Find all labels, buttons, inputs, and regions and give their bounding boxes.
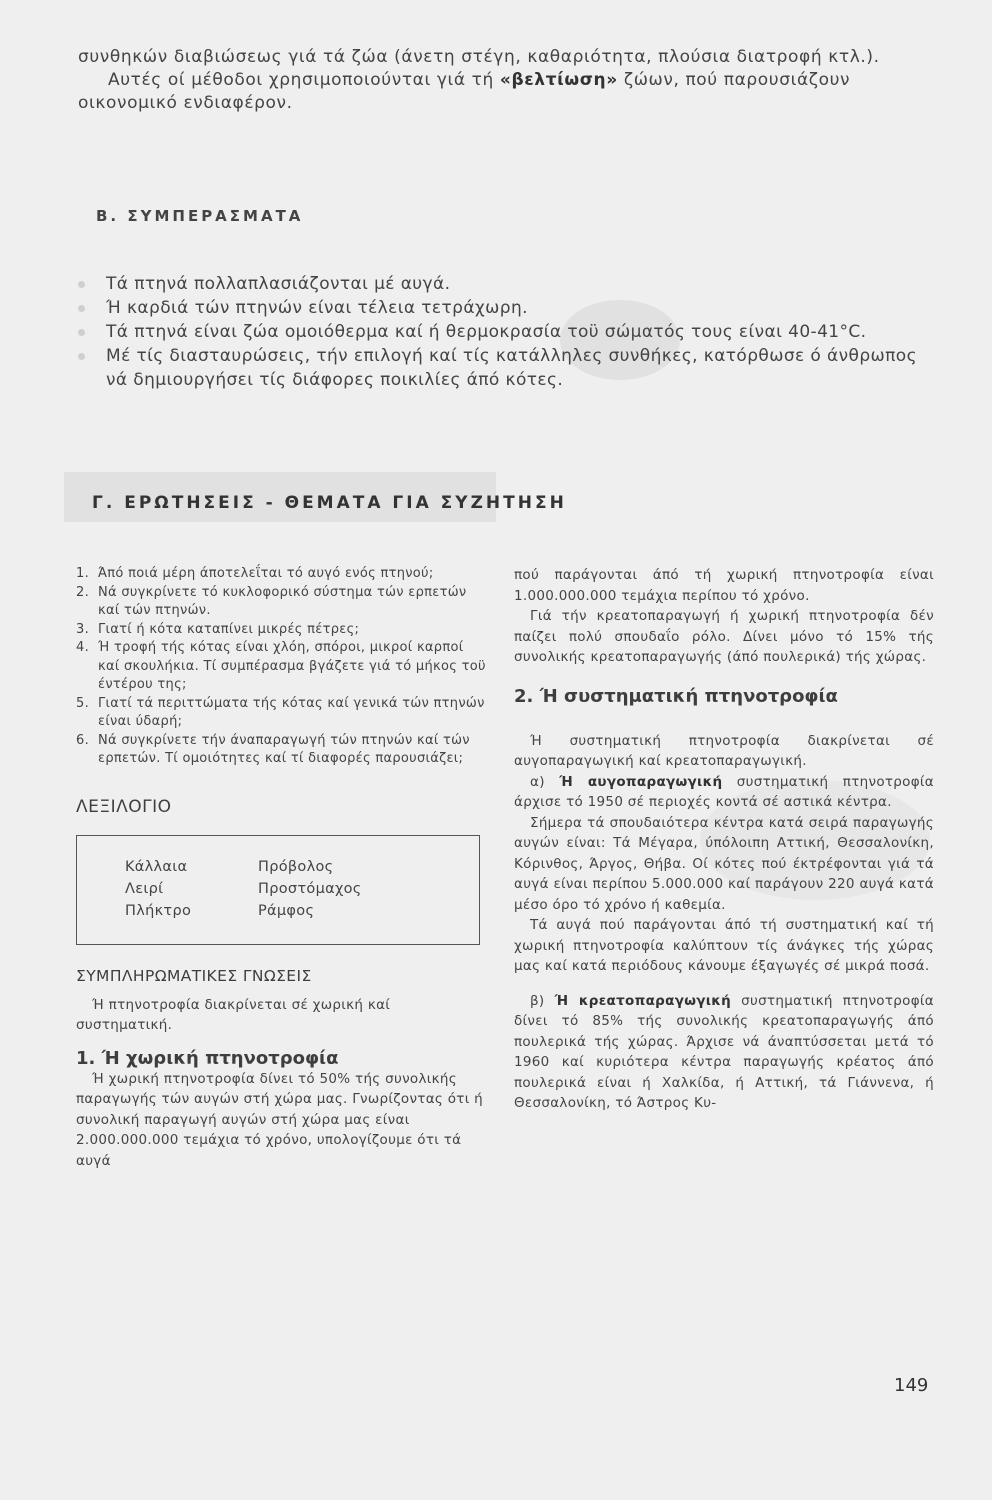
- question-number: 4.: [76, 640, 90, 655]
- lexicon-term: Πλήκτρο: [125, 902, 192, 919]
- left-column: [76, 565, 486, 1171]
- supplementary-heading: ΣΥΜΠΛΗΡΩΜΑΤΙΚΕΣ ΓΝΩΣΕΙΣ: [76, 966, 312, 985]
- question-item: [76, 621, 486, 640]
- lexicon-column-1: [125, 856, 191, 922]
- question-number: 3.: [76, 621, 90, 637]
- egg-production-paragraph: [514, 772, 934, 813]
- right-column: [514, 565, 934, 1114]
- paragraph-text: συστηματική πτηνοτροφία άρχισε τό 1950 σέ περιοχές κοντά σέ αστικά κέντρα.: [514, 773, 935, 810]
- rural-poultry-heading: 1. Ή χωρική πτηνοτροφία: [76, 1047, 339, 1069]
- bold-term: Ή αυγοπαραγωγική: [559, 773, 723, 790]
- question-text: Γιατί τά περιττώματα τής κότας καί γενικά τών πτηνών είναι ύδαρή;: [98, 695, 485, 729]
- conclusion-item: Τά πτηνά είναι ζώα ομοιόθερμα καί ή θερμοκρασία τοϋ σώματός τους είναι 40-41°C.: [78, 320, 938, 344]
- conclusion-item: Τά πτηνά πολλαπλασιάζονται μέ αυγά.: [78, 272, 938, 296]
- intro-line-2: [78, 69, 938, 115]
- question-number: 1.: [76, 566, 90, 581]
- rural-poultry-paragraph: Ή χωρική πτηνοτροφία δίνει τό 50% τής συνολικής παραγωγής τών αυγών στή χώρα μας. Γνωρίζοντας ότι ή συνολική παραγωγή αυγών στή χώρα μας είναι 2.000.000.000 τεμάχια τό χρόνο, υπολογίζουμε ότι τά αυγά: [76, 1070, 484, 1169]
- lexicon-column-2: [258, 856, 362, 922]
- question-number: 6.: [76, 732, 90, 748]
- question-text: Άπό ποιά μέρη άποτελεΐται τό αυγό ενός πτηνού;: [98, 566, 434, 581]
- question-item: [76, 565, 486, 584]
- intro-line-2-start: Αυτές οί μέθοδοι χρησιμοποιούνται γιά τή: [108, 70, 500, 90]
- meat-systematic-paragraph: [514, 991, 934, 1114]
- systematic-intro-paragraph: Ή συστηματική πτηνοτροφία διακρίνεται σέ αυγοπαραγωγική καί κρεατοπαραγωγική.: [514, 732, 934, 769]
- lexicon-term: Προστόμαχος: [258, 880, 362, 897]
- bold-term: Ή κρεατοπαραγωγική: [554, 992, 732, 1009]
- question-text: Ή τροφή τής κότας είναι χλόη, σπόροι, μικροί καρποί καί σκουλήκια. Τί συμπέρασμα βγάζετε γιά τό μήκος τοϋ έντέρου της;: [98, 640, 486, 692]
- intro-line-1: συνθηκών διαβιώσεως γιά τά ζώα (άνετη στέγη, καθαριότητα, πλούσια διατροφή κτλ.).: [78, 47, 880, 67]
- question-item: [76, 732, 486, 769]
- rural-poultry-paragraph-continued: πού παράγονται άπό τή χωρική πτηνοτροφία είναι 1.000.000.000 τεμάχια περίπου τό χρόνο.: [514, 567, 934, 604]
- question-item: [76, 639, 486, 695]
- intro-text: [78, 46, 938, 115]
- question-text: Νά συγκρίνετε τήν άναπαραγωγή τών πτηνών καί τών ερπετών. Τί ομοιότητες καί τί διαφορές παρουσιάζει;: [98, 732, 470, 766]
- egg-centers-paragraph: Σήμερα τά σπουδαιότερα κέντρα κατά σειρά παραγωγής αυγών είναι: Τά Μέγαρα, ύπόλοιπη Αττική, Θεσσαλονίκη, Κόρινθος, Άργος, Θήβα. Οί κότες πού έκτρέφονται γιά τά αυγά είναι περίπου 5.000.000 καί παράγουν 220 αυγά κατά μέσο όρο τό χρόνο ή καθεμία.: [514, 814, 934, 913]
- lexicon-term: Πρόβολος: [258, 858, 334, 875]
- question-text: Νά συγκρίνετε τό κυκλοφορικό σύστημα τών ερπετών καί τών πτηνών.: [98, 584, 467, 618]
- lexicon-heading: ΛΕΞΙΛΟΓΙΟ: [76, 796, 172, 817]
- supplementary-intro: Ή πτηνοτροφία διακρίνεται σέ χωρική καί συστηματική.: [76, 996, 391, 1033]
- conclusion-item: Ή καρδιά τών πτηνών είναι τέλεια τετράχωρη.: [78, 296, 938, 320]
- lexicon-term: Κάλλαια: [125, 858, 188, 875]
- egg-supply-paragraph: Τά αυγά πού παράγονται άπό τή συστηματική καί τή χωρική πτηνοτροφία καλύπτουν τίς άνάγκες τής χώρας μας καί κατά περιόδους κάνουμε έξαγωγές σέ μικρά ποσά.: [514, 917, 934, 974]
- systematic-poultry-heading: 2. Ή συστηματική πτηνοτροφία: [514, 685, 838, 707]
- page-number: 149: [894, 1375, 929, 1396]
- item-letter: α): [530, 773, 560, 790]
- questions-list: [76, 565, 486, 769]
- lexicon-term: Λειρί: [125, 880, 164, 897]
- question-item: [76, 695, 486, 732]
- intro-line-2-end: ζώων, πού παρουσιάζουν οικονομικό ενδιαφέρον.: [78, 70, 851, 113]
- conclusion-item: Μέ τίς διασταυρώσεις, τήν επιλογή καί τίς κατάλληλες συνθήκες, κατόρθωσε ό άνθρωπος νά δημιουργήσει τίς διάφορες ποικιλίες άπό κότες.: [78, 344, 938, 392]
- item-letter: β): [530, 992, 555, 1009]
- question-item: [76, 584, 486, 621]
- question-number: 5.: [76, 695, 90, 711]
- meat-production-paragraph: Γιά τήν κρεατοπαραγωγή ή χωρική πτηνοτροφία δέν παίζει πολύ σπουδαΐο ρόλο. Δίνει μόνο τό 15% τής συνολικής κρεατοπαραγωγής (άπό πουλερικά) τής χώρας.: [514, 608, 934, 665]
- section-g-heading: Γ. ΕΡΩΤΗΣΕΙΣ - ΘΕΜΑΤΑ ΓΙΑ ΣΥΖΗΤΗΣΗ: [92, 493, 567, 513]
- section-b-heading: Β. ΣΥΜΠΕΡΑΣΜΑΤΑ: [96, 207, 304, 225]
- intro-bold-term: «βελτίωση»: [499, 70, 618, 90]
- question-text: Γιατί ή κότα καταπίνει μικρές πέτρες;: [98, 621, 360, 637]
- conclusions-list: [78, 272, 938, 392]
- question-number: 2.: [76, 584, 90, 600]
- paragraph-text: συστηματική πτηνοτροφία δίνει τό 85% τής συνολικής κρεατοπαραγωγής άπό πουλερικά τής χώρας. Άρχισε νά άναπτύσσεται μετά τό 1960 καί κυριότερα κέντρα παραγωγής κρέατος άπό πουλερικά είναι ή Χαλκίδα, ή Αττική, τά Γιάννενα, ή Θεσσαλονίκη, τό Άστρος Κυ-: [514, 992, 934, 1111]
- lexicon-term: Ράμφος: [258, 902, 315, 919]
- lexicon-box: [76, 835, 480, 945]
